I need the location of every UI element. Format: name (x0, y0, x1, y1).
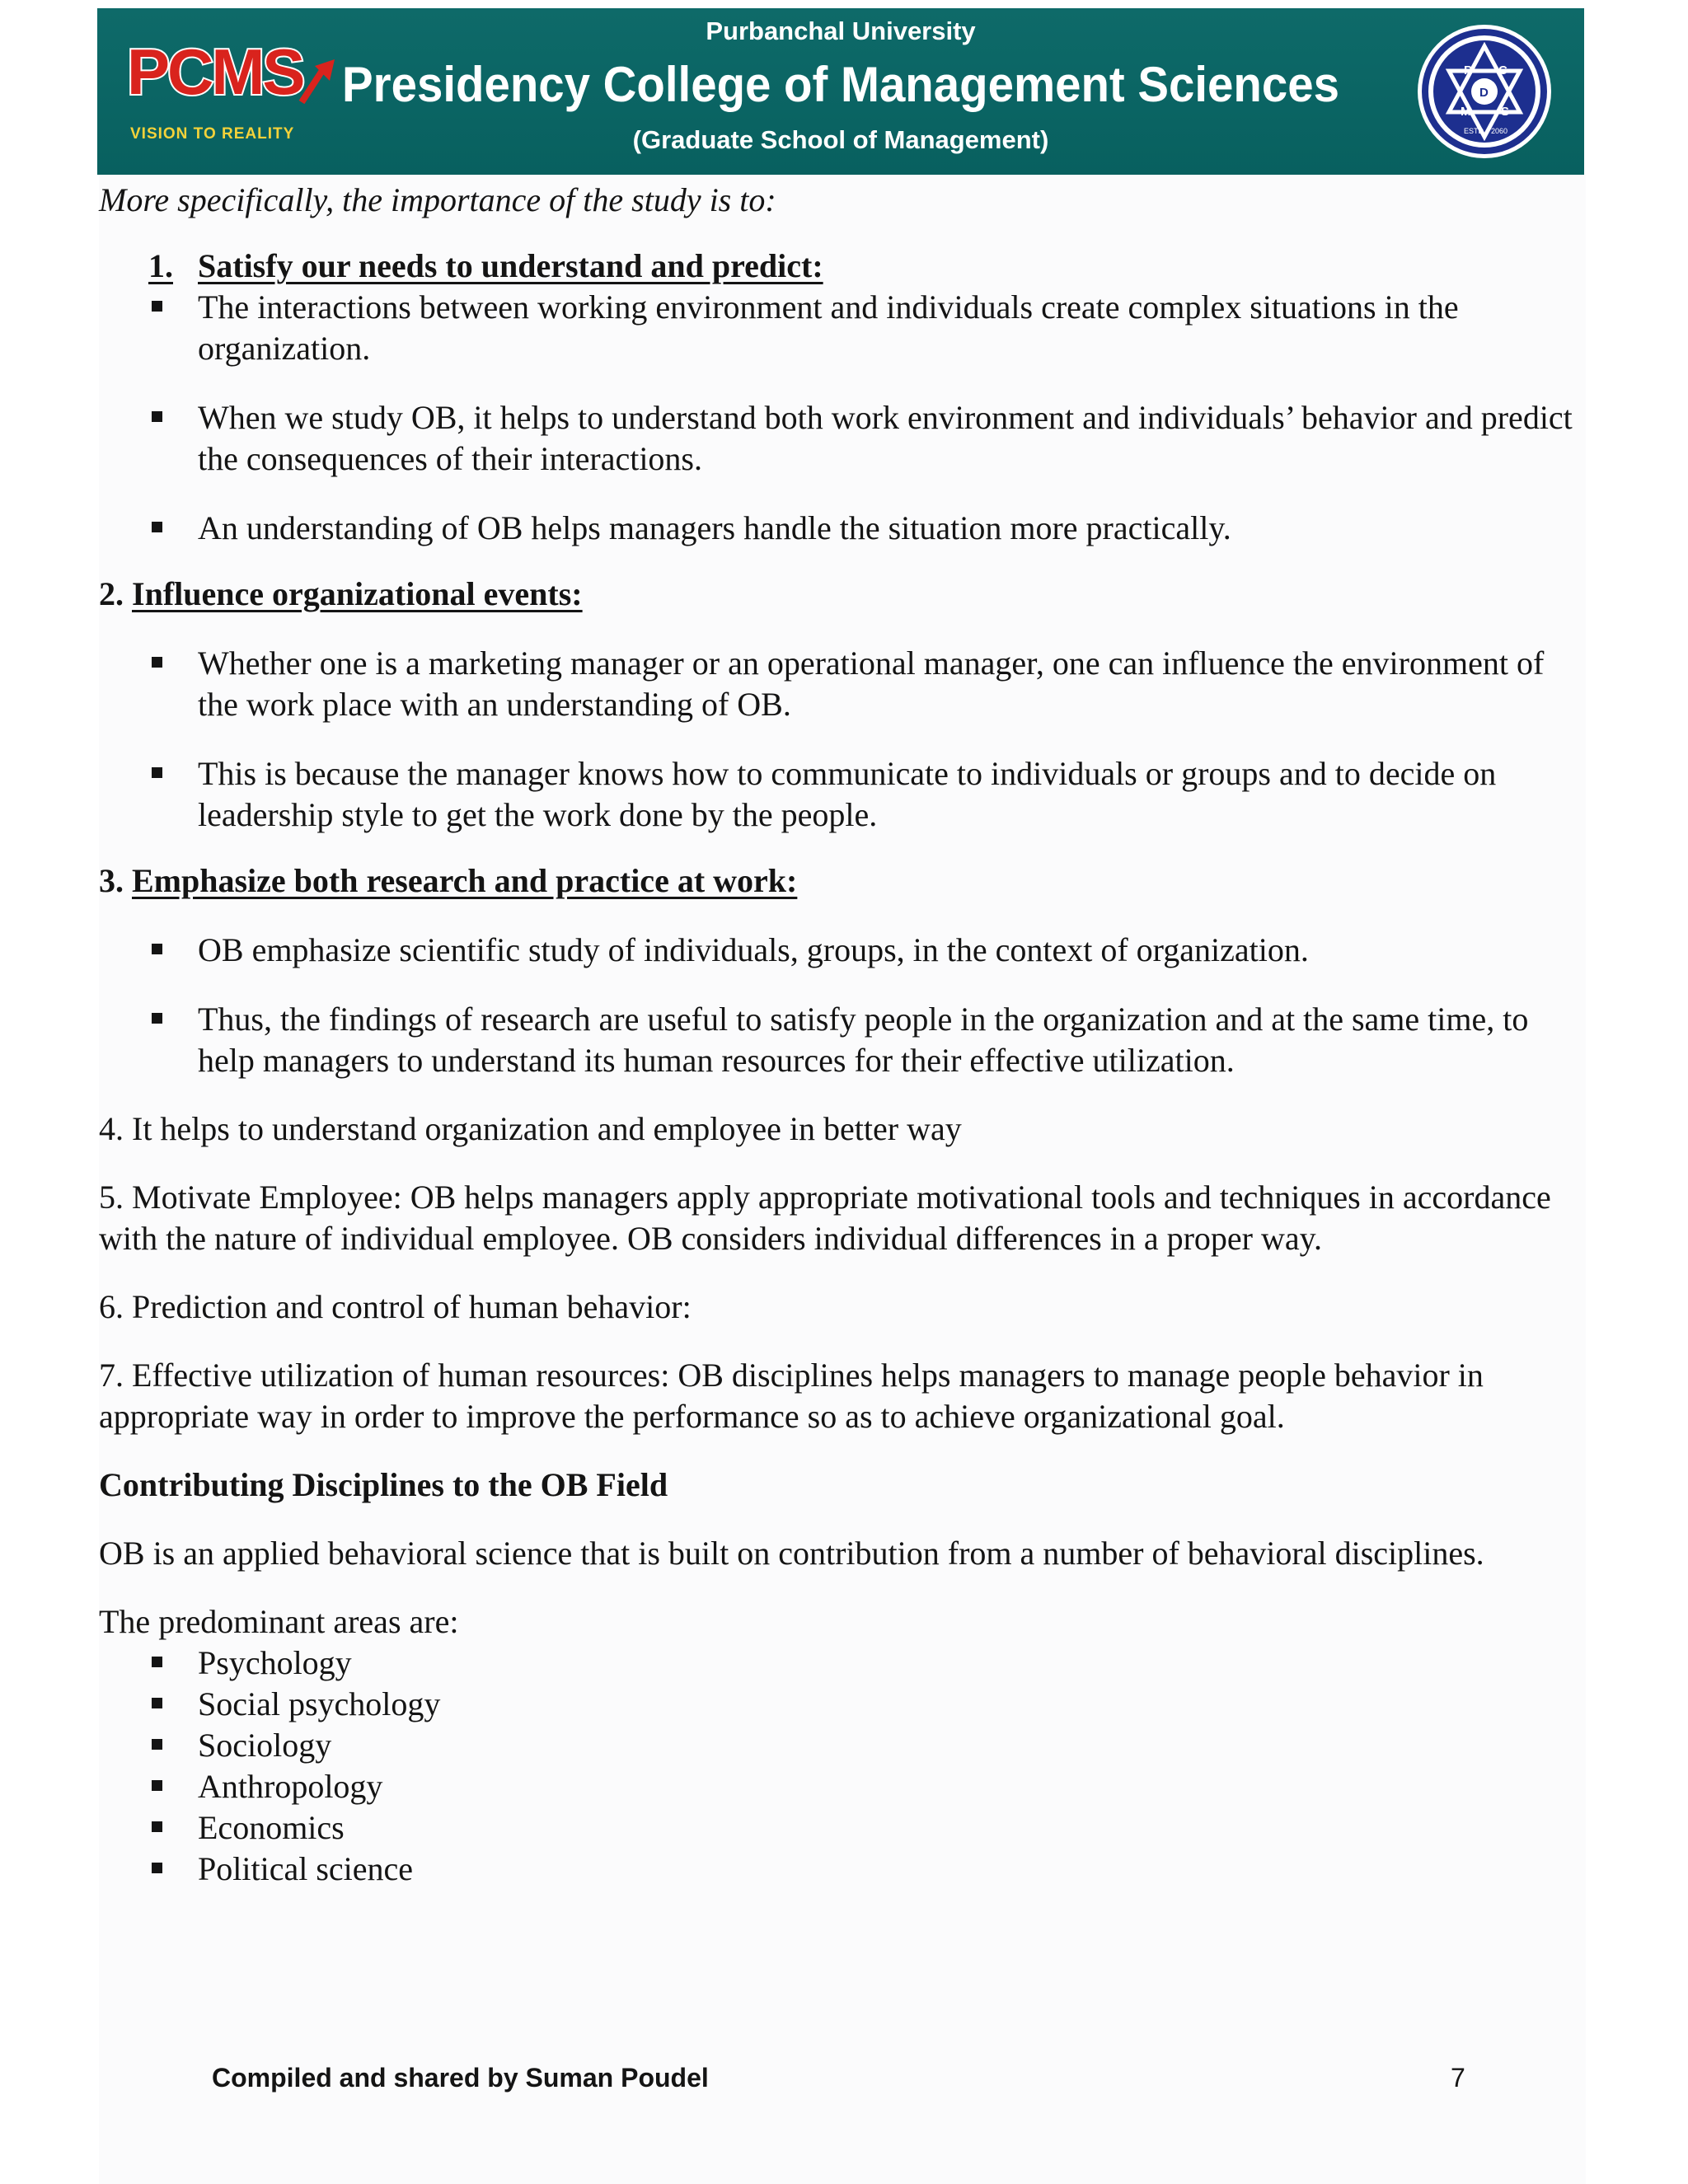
section-2-number: 2. (99, 575, 124, 612)
section-3-bullets (99, 930, 1591, 1081)
bullet-text: An understanding of OB helps managers handle the situation more practically. (198, 509, 1231, 546)
header-banner (97, 8, 1584, 175)
section-2-heading (99, 574, 1591, 615)
bullet-text: OB emphasize scientific study of individuals, groups, in the context of organization. (198, 931, 1309, 968)
bullet-text: This is because the manager knows how to communicate to individuals or groups and to decide on leadership style to get the work done by the people. (198, 755, 1497, 833)
area-text: Social psychology (198, 1685, 441, 1722)
page-number: 7 (1451, 2063, 1465, 2093)
section-3-heading (99, 860, 1591, 902)
bullet-square-icon (152, 1657, 162, 1667)
section-2-bullets (99, 643, 1591, 836)
list-item (99, 1807, 1591, 1849)
list-item (99, 508, 1591, 549)
bullet-text: The interactions between working environment and individuals create complex situations in the organization. (198, 288, 1459, 367)
seal-letter-m: M (1461, 105, 1471, 119)
seal-year: 2060 (1491, 127, 1508, 135)
list-item (99, 643, 1591, 725)
areas-list (99, 1643, 1591, 1890)
bullet-square-icon (152, 1780, 162, 1791)
point-7: 7. Effective utilization of human resources: OB disciplines helps managers to manage people behavior in appropriate way in order to improve the performance so as to achieve organizational goal. (99, 1357, 1484, 1435)
bullet-square-icon (152, 1013, 162, 1024)
section-1-title: Satisfy our needs to understand and predict: (198, 247, 823, 284)
area-text: Economics (198, 1809, 345, 1846)
seal-letter-p: P (1464, 63, 1473, 77)
logo-text: PCMS (127, 35, 303, 108)
bullet-square-icon (152, 301, 162, 312)
intro-text: More specifically, the importance of the study is to: (99, 181, 776, 218)
list-item (99, 753, 1591, 836)
contributing-paragraph: OB is an applied behavioral science that is built on contribution from a number of behavioral disciplines. (99, 1535, 1484, 1572)
area-text: Political science (198, 1850, 414, 1887)
area-text: Sociology (198, 1727, 332, 1764)
seal-estd: ESTD (1464, 127, 1484, 135)
bullet-square-icon (152, 657, 162, 668)
school-name: (Graduate School of Management) (632, 125, 1049, 154)
area-text: Anthropology (198, 1768, 383, 1805)
seal-letter-c: C (1498, 63, 1507, 77)
footer-credit: Compiled and shared by Suman Poudel (212, 2063, 709, 2093)
list-item (99, 1684, 1591, 1725)
university-name: Purbanchal University (706, 16, 976, 45)
bullet-square-icon (152, 1821, 162, 1832)
bullet-square-icon (152, 411, 162, 422)
list-item (99, 930, 1591, 971)
point-6: 6. Prediction and control of human behavior: (99, 1288, 692, 1325)
list-item (99, 1643, 1591, 1684)
college-name: Presidency College of Management Sciences (342, 57, 1339, 112)
logo-tagline: VISION TO REALITY (130, 125, 295, 143)
areas-intro: The predominant areas are: (99, 1603, 459, 1640)
list-item (99, 1849, 1591, 1890)
bullet-text: Thus, the findings of research are useful to satisfy people in the organization and at the same time, to help managers to understand its human resources for their effective utilization. (198, 1001, 1529, 1079)
point-4: 4. It helps to understand organization and employee in better way (99, 1110, 962, 1147)
bullet-square-icon (152, 944, 162, 954)
seal-letter-d: D (1479, 86, 1489, 100)
bullet-square-icon (152, 1698, 162, 1708)
section-3-number: 3. (99, 862, 124, 899)
section-1-number: 1. (148, 247, 173, 284)
seal-letter-s: S (1501, 105, 1510, 119)
bullet-text: When we study OB, it helps to understand both work environment and individuals’ behavior and predict the consequences of their interactions. (198, 399, 1573, 477)
college-seal-icon (1416, 23, 1553, 160)
section-3-title: Emphasize both research and practice at work: (132, 862, 798, 899)
list-item (99, 1766, 1591, 1807)
bullet-square-icon (152, 1739, 162, 1750)
document-body (99, 175, 1591, 1890)
section-1-heading (99, 246, 1591, 287)
list-item (99, 999, 1591, 1081)
bullet-square-icon (152, 1863, 162, 1873)
bullet-text: Whether one is a marketing manager or an operational manager, one can influence the environment of the work place with an understanding of OB. (198, 644, 1545, 723)
list-item (99, 397, 1591, 480)
area-text: Psychology (198, 1644, 352, 1681)
list-item (99, 287, 1591, 369)
point-5: 5. Motivate Employee: OB helps managers apply appropriate motivational tools and techniques in accordance with the nature of individual employee. OB considers individual differences in a proper way. (99, 1179, 1551, 1257)
contributing-heading: Contributing Disciplines to the OB Field (99, 1466, 668, 1503)
list-item (99, 1725, 1591, 1766)
bullet-square-icon (152, 767, 162, 778)
section-1-bullets (99, 287, 1591, 549)
bullet-square-icon (152, 522, 162, 532)
section-2-title: Influence organizational events: (132, 575, 583, 612)
